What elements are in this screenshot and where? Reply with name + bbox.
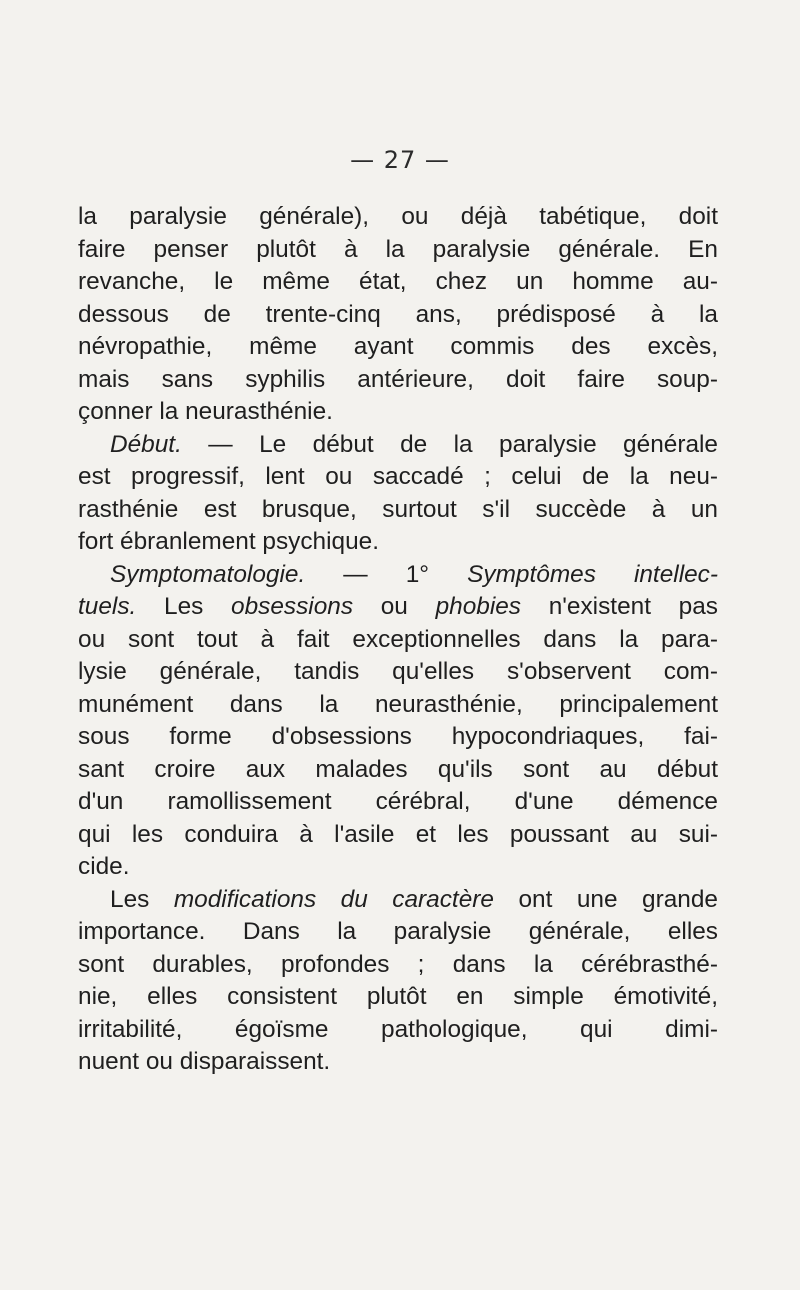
text-line: sont durables, profondes ; dans la cérébrasthé-: [78, 950, 718, 978]
text-line: névropathie, même ayant commis des excès,: [78, 333, 718, 360]
text-line: munément dans la neurasthénie, principalement: [78, 690, 718, 718]
text-line: dessous de trente-cinq ans, prédisposé à la: [78, 300, 718, 328]
text-line: ou sont tout à fait exceptionnelles dans la para-: [78, 625, 718, 653]
text-line: Les modifications du caractère ont une grande: [110, 885, 718, 913]
text-line: tuels. Les obsessions ou phobies n'existent pas: [78, 593, 718, 620]
body-text: [78, 201, 718, 1079]
text-line: cide.: [78, 853, 130, 880]
text-line: la paralysie générale), ou déjà tabétique, doit: [78, 203, 718, 230]
text-line: Symptomatologie. — 1° Symptômes intellec-: [110, 560, 718, 588]
section-heading-debut: Début.: [110, 430, 182, 458]
text-line: d'un ramollissement cérébral, d'une démence: [78, 788, 718, 815]
text-line: Début. — Le début de la paralysie générale: [110, 430, 718, 458]
text-line: sous forme d'obsessions hypocondriaques, fai-: [78, 723, 718, 750]
text-line: revanche, le même état, chez un homme au-: [78, 268, 718, 295]
text-line: mais sans syphilis antérieure, doit faire soup-: [78, 365, 718, 393]
page-number: — 27 —: [350, 146, 450, 174]
text-line: lysie générale, tandis qu'elles s'observent com-: [78, 658, 718, 685]
emphasis-modifications: modifications du caractère: [173, 885, 494, 913]
section-heading-symptomatologie: Symptomatologie.: [110, 560, 306, 588]
text-line: fort ébranlement psychique.: [78, 528, 379, 555]
text-line: nuent ou disparaissent.: [78, 1048, 331, 1075]
text-line: importance. Dans la paralysie générale, elles: [78, 918, 718, 945]
text-line: nie, elles consistent plutôt en simple émotivité,: [78, 983, 718, 1010]
text-line: irritabilité, égoïsme pathologique, qui dimi-: [78, 1015, 718, 1043]
text-line: çonner la neurasthénie.: [78, 398, 333, 425]
text-line: qui les conduira à l'asile et les poussant au sui-: [78, 820, 718, 848]
text-line: est progressif, lent ou saccadé ; celui de la neu-: [78, 463, 718, 490]
text-line: sant croire aux malades qu'ils sont au début: [78, 755, 718, 783]
text-line: rasthénie est brusque, surtout s'il succède à un: [78, 495, 718, 523]
text-line: faire penser plutôt à la paralysie générale. En: [78, 235, 718, 263]
